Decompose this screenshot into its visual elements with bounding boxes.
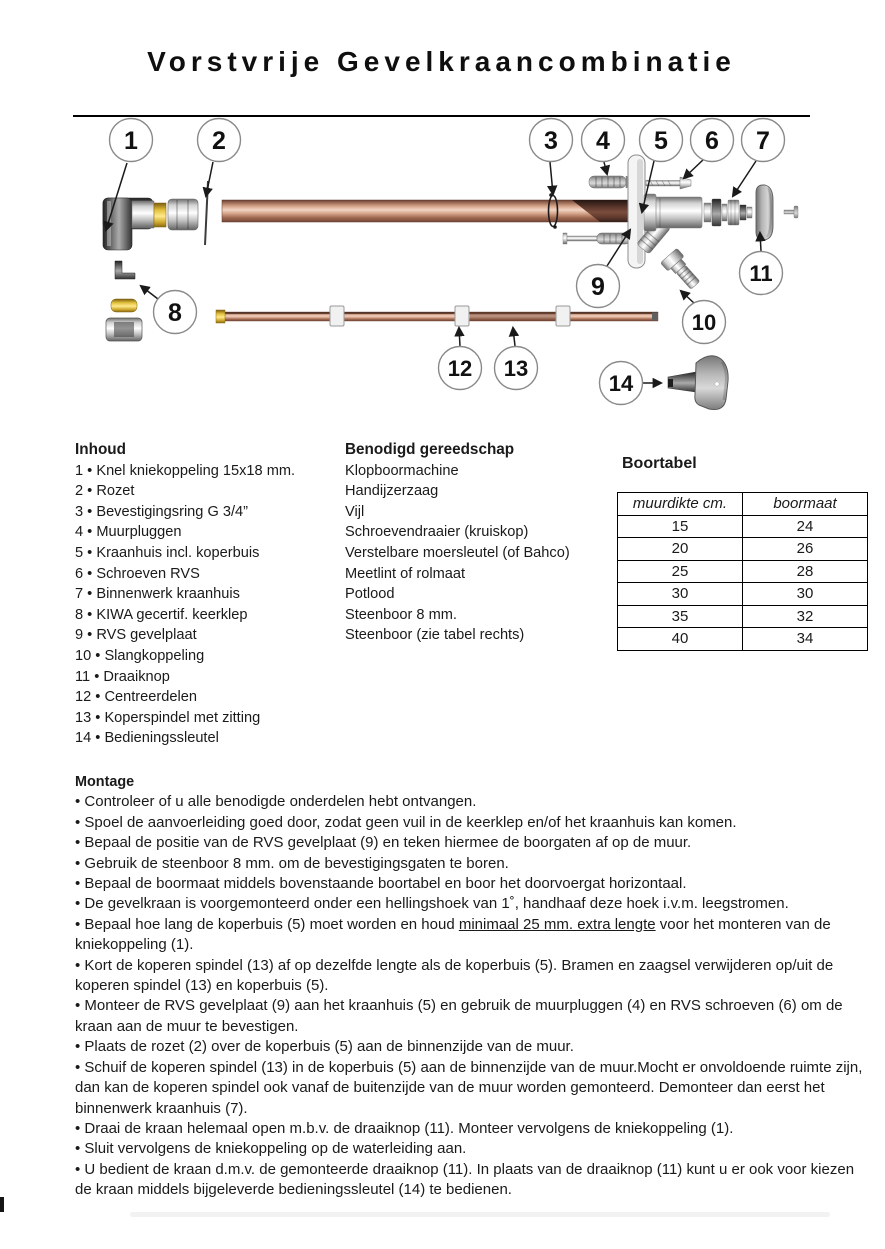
montage-item: • Gebruik de steenboor 8 mm. om de bevestigingsgaten te boren. [75,854,509,872]
inhoud-item: 5 • Kraanhuis incl. koperbuis [75,544,260,561]
boortabel-cell: 24 [743,515,868,538]
parts-diagram [0,0,885,440]
callout-label: 2 [212,127,226,155]
section-gereedschap [345,440,617,646]
boortabel-row [618,560,868,583]
page-title: Vorstvrije Gevelkraancombinatie [147,46,736,77]
gereedschap-item: Potlood [345,586,395,603]
callout-label: 11 [749,260,773,286]
boortabel-header-row [618,493,868,516]
callout-label: 7 [756,127,770,155]
boortabel-table [617,492,868,651]
callout-8 [141,286,197,334]
boortabel-cell: 30 [618,583,743,606]
boortabel-cell: 20 [618,538,743,561]
part-slangkoppeling [660,248,703,292]
montage-item: • Spoel de aanvoerleiding goed door, zodat geen vuil in de keerklep en/of het kraanhuis kan komen. [75,813,737,831]
boortabel-row [618,515,868,538]
callout-label: 3 [544,127,558,155]
part-keerklep [106,261,142,341]
montage-item: • Draai de kraan helemaal open m.b.v. de draaiknop (11). Monteer vervolgens de kniekoppeling (1). [75,1119,734,1137]
montage-heading: Montage [75,774,135,790]
montage-item: • Controleer of u alle benodigde onderdelen hebt ontvangen. [75,793,477,811]
scan-artifact-left-edge [0,1197,4,1212]
callout-label: 8 [168,299,182,327]
callout-arrow [459,328,460,346]
boortabel-row [618,605,868,628]
montage-item-text: voor het monteren van de kniekoppeling (1). [75,915,831,954]
callout-10 [681,291,726,344]
callout-12 [439,328,482,390]
boortabel-row [618,583,868,606]
callout-arrow [733,161,756,196]
montage-item: • Bepaal de boormaat middels bovenstaande boortabel en boor het doorvoergat horizontaal. [75,875,687,893]
scan-bleed-artifact [130,1212,830,1217]
part-kraanhuis [637,194,702,254]
callout-11 [740,233,783,295]
boortabel-cell: 15 [618,515,743,538]
inhoud-item: 9 • RVS gevelplaat [75,627,197,644]
montage-item: • Monteer de RVS gevelplaat (9) aan het kraanhuis (5) en gebruik de muurpluggen (4) en RVS schroeven (6) om de kraan aan de muur te bevestigen. [75,997,843,1035]
callout-arrow [206,162,213,196]
montage-underline: minimaal 25 mm. extra lengte [458,915,656,933]
section-montage [75,772,867,1201]
inhoud-item: 13 • Koperspindel met zitting [75,709,261,726]
gereedschap-item: Schroevendraaier (kruiskop) [345,524,529,541]
callout-label: 12 [447,355,473,381]
boortabel-row [618,628,868,651]
callout-arrow [141,286,158,299]
montage-item: • Bepaal de positie van de RVS gevelplaat (9) en teken hiermee de boorgaten af op de muur. [75,834,692,852]
part-koperbuis [222,200,640,222]
callout-4 [582,119,625,175]
montage-item: • U bedient de kraan d.m.v. de gemonteerde draaiknop (11). In plaats van de draaiknop (11) kunt u er ook voor kiezen de kraan middels bijgeleverde bedieningssleutel (14) te bedienen. [75,1160,855,1199]
boortabel-cell: 25 [618,560,743,583]
callout-arrow [513,328,515,346]
montage-item: • Kort de koperen spindel (13) af op dezelfde lengte als de koperbuis (5). Bramen en zaagsel verwijderen op/uit de koperen spindel (13) en koperbuis (5). [75,956,834,995]
gereedschap-item: Meetlint of rolmaat [345,565,466,582]
inhoud-item: 11 • Draaiknop [75,668,170,685]
boortabel-row [618,538,868,561]
boortabel-cell: 34 [743,628,868,651]
montage-item [75,915,867,956]
part-kniekoppeling [103,198,198,250]
gereedschap-item: Steenboor 8 mm. [345,606,457,623]
callout-7 [733,119,785,197]
callout-label: 9 [591,273,605,301]
boortabel-cell: 40 [618,628,743,651]
inhoud-item: 2 • Rozet [75,483,135,500]
boortabel-cell: 35 [618,605,743,628]
callout-6 [684,119,734,179]
inhoud-item: 1 • Knel kniekoppeling 15x18 mm. [75,462,296,479]
inhoud-heading: Inhoud [75,441,126,458]
gereedschap-item: Vijl [345,503,365,520]
gereedschap-item: Handijzerzaag [345,483,439,500]
callout-label: 5 [654,127,668,155]
section-inhoud [75,440,343,749]
part-draaiknop [756,185,798,240]
boortabel-cell: 30 [743,583,868,606]
montage-item: • Sluit vervolgens de kniekoppeling op de waterleiding aan. [75,1140,467,1158]
montage-item: • De gevelkraan is voorgemonteerd onder een hellingshoek van 1˚, handhaaf deze hoek i.v.m. leegstromen. [75,895,789,913]
boortabel-cell: 26 [743,538,868,561]
gereedschap-heading: Benodigd gereedschap [345,441,515,458]
boortabel-heading: Boortabel [622,455,697,472]
montage-item: • Schuif de koperen spindel (13) in de koperbuis (5) aan de binnenzijde van de muur.Mocht er onvoldoende ruimte zijn, dan kan de koperen spindel ook vanaf de buitenzijde van de muur worden gemonteerd. Demonteer dan eerst het binnenwerk kraanhuis (7). [75,1058,863,1117]
boortabel-cell: 32 [743,605,868,628]
part-koperspindel [216,310,658,323]
callout-label: 1 [124,127,138,155]
callout-label: 10 [691,309,717,335]
montage-item: • Plaats de rozet (2) over de koperbuis (5) aan de binnenzijde van de muur. [75,1038,574,1056]
gereedschap-list [345,461,617,646]
part-bedieningssleutel [668,356,728,410]
gereedschap-item: Verstelbare moersleutel (of Bahco) [345,544,570,561]
inhoud-item: 7 • Binnenwerk kraanhuis [75,586,240,603]
callout-14 [600,362,662,405]
boortabel-col-header: muurdikte cm. [618,493,743,516]
callout-label: 6 [705,127,719,155]
callout-13 [495,328,538,390]
inhoud-item: 14 • Bedieningssleutel [75,730,219,747]
callout-arrow [604,162,607,174]
callout-label: 4 [596,127,610,155]
inhoud-item: 4 • Muurpluggen [75,524,182,541]
callout-label: 14 [608,370,634,396]
inhoud-item: 12 • Centreerdelen [75,689,197,706]
part-binnenwerk [704,199,752,226]
inhoud-list [75,461,343,749]
montage-item-text: • Bepaal hoe lang de koperbuis (5) moet worden en houd [75,915,459,933]
inhoud-item: 8 • KIWA gecertif. keerklep [75,606,248,623]
boortabel-cell: 28 [743,560,868,583]
gereedschap-item: Steenboor (zie tabel rechts) [345,627,525,644]
callout-2 [198,119,241,197]
callout-label: 13 [503,355,529,381]
callout-arrow [684,158,705,178]
gereedschap-item: Klopboormachine [345,462,459,479]
callout-arrow [760,233,761,251]
inhoud-item: 10 • Slangkoppeling [75,647,205,664]
callout-arrow [681,291,695,304]
inhoud-item: 3 • Bevestigingsring G 3/4” [75,503,249,520]
callout-arrow [550,162,553,194]
montage-list [75,792,867,1200]
boortabel-col-header: boormaat [743,493,868,516]
callout-3 [530,119,573,195]
inhoud-item: 6 • Schroeven RVS [75,565,200,582]
